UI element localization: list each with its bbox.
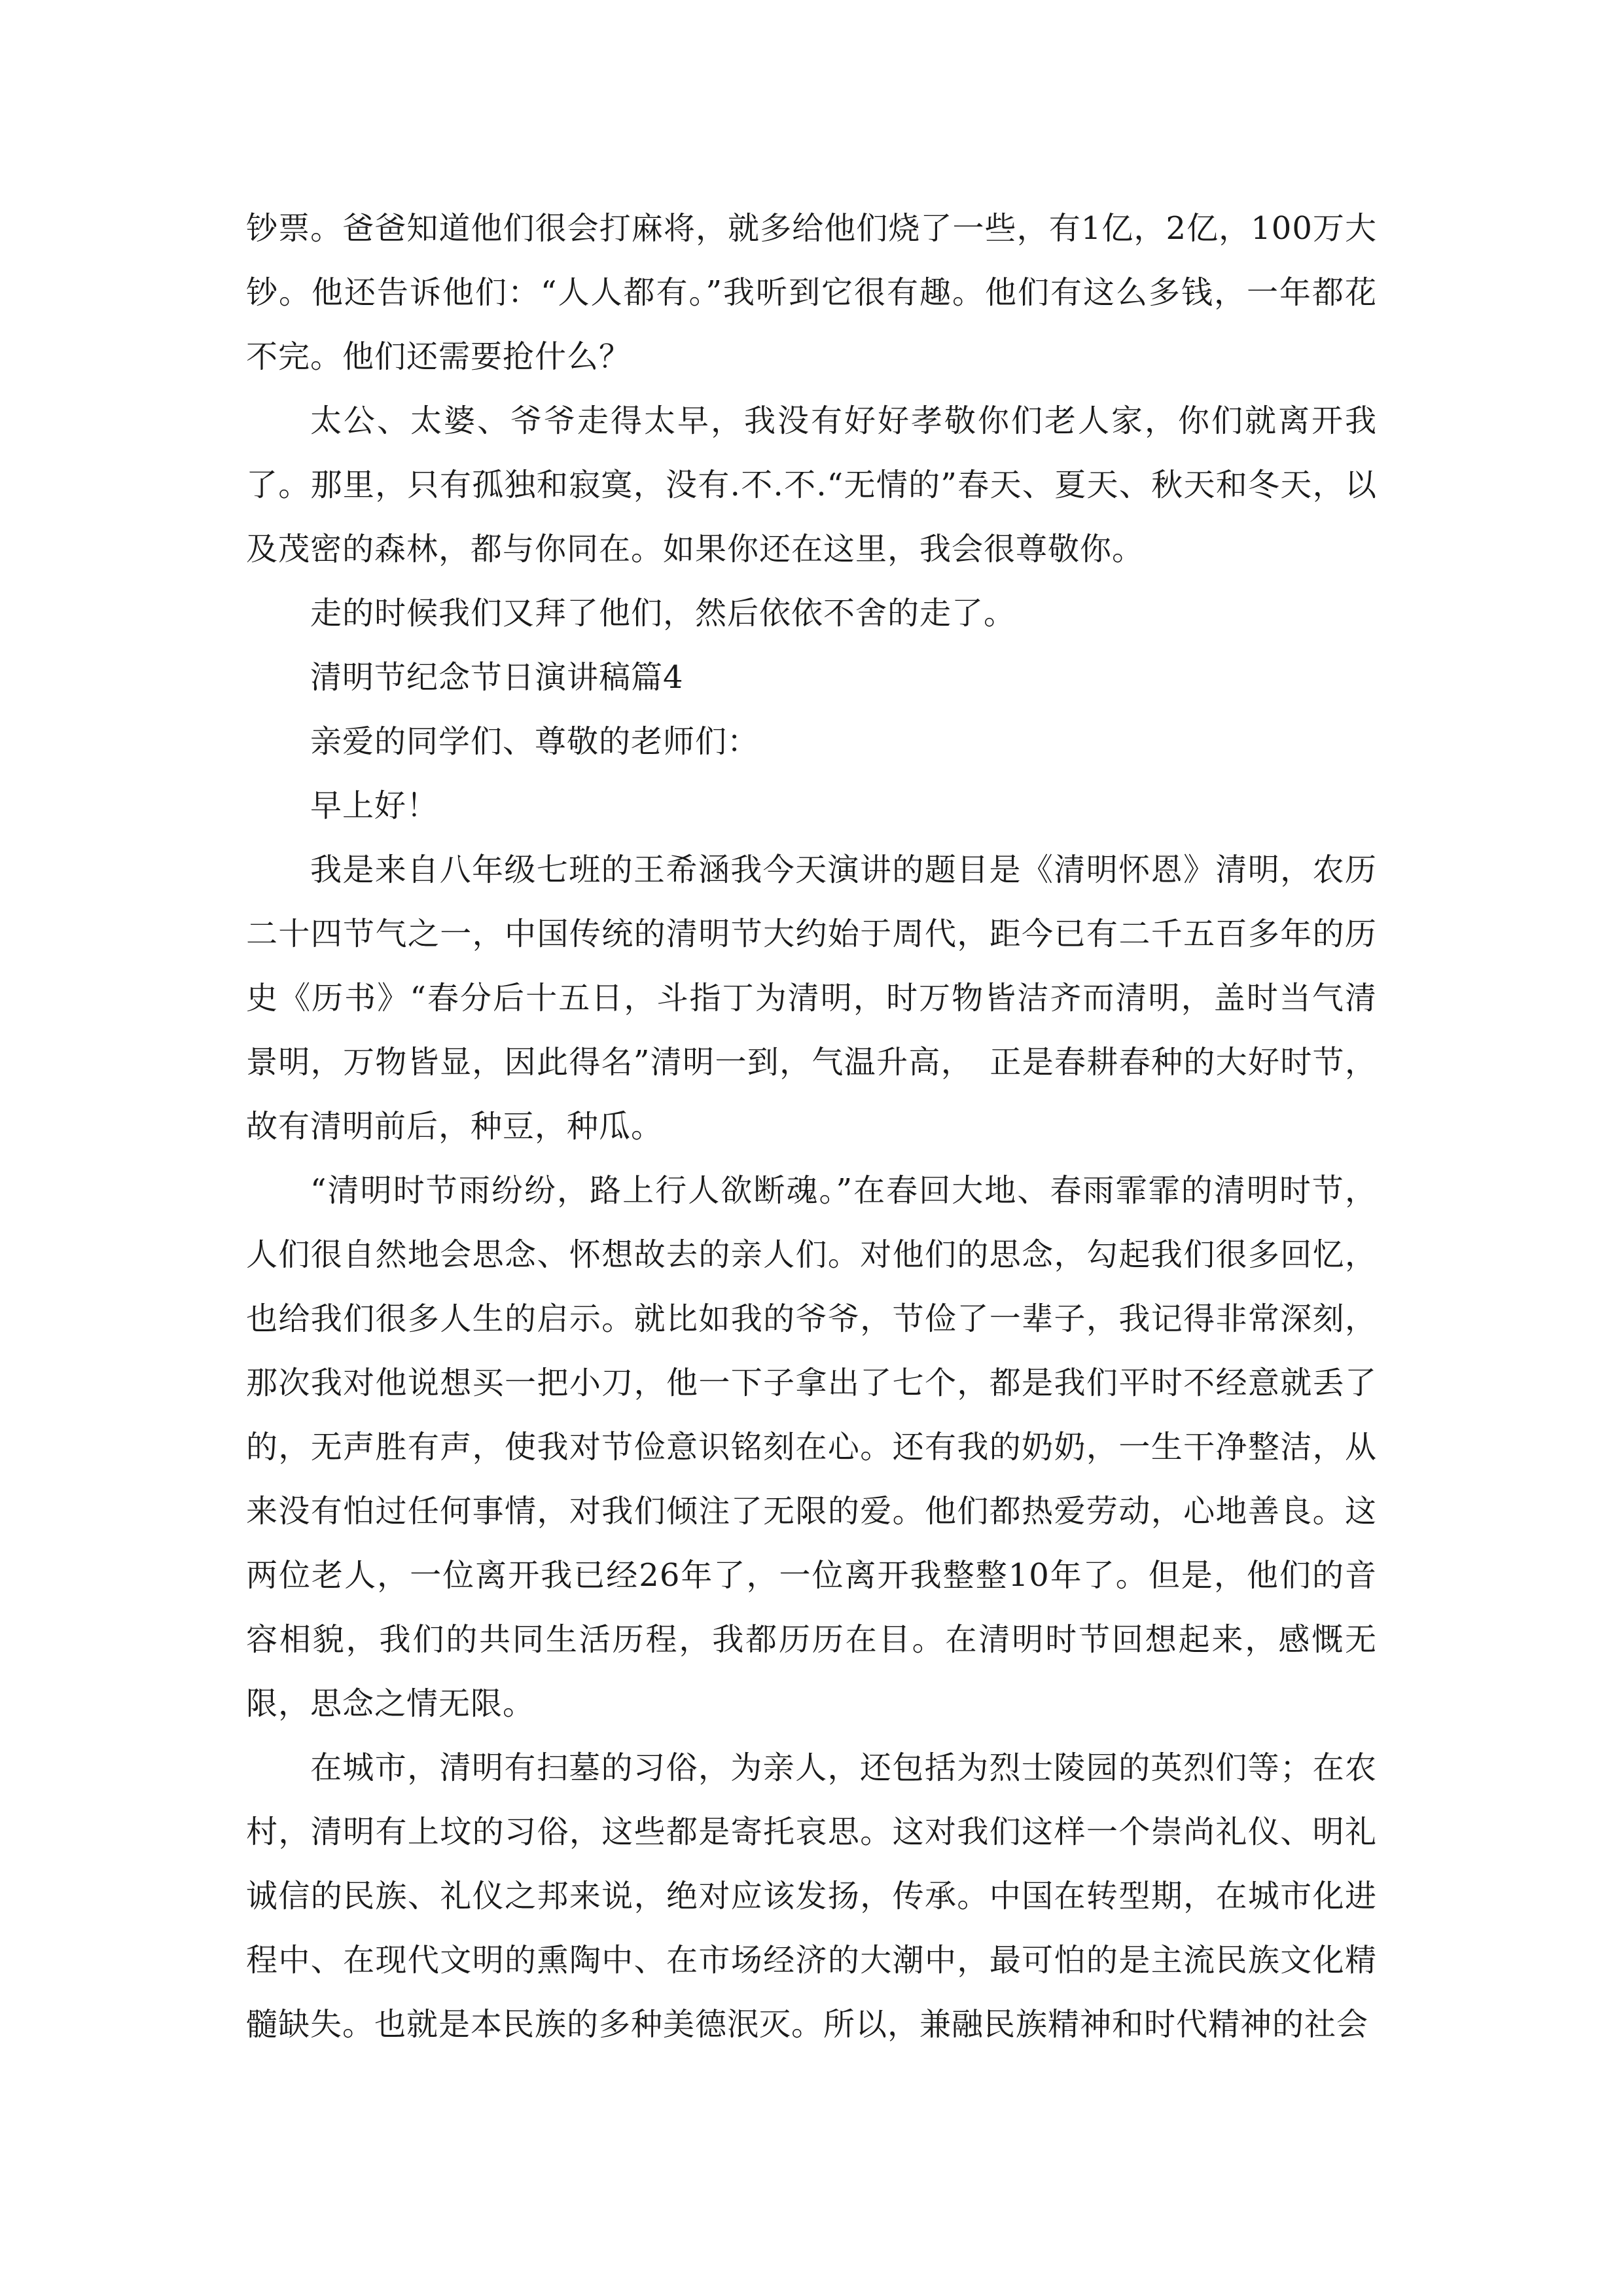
- paragraph-7: 我是来自八年级七班的王希涵我今天演讲的题目是《清明怀恩》清明，农历二十四节气之一，中国传统的清明节大约始于周代，距今已有二千五百多年的历史《历书》“春分后十五日，斗指丁为清明，时万物皆洁齐而清明，盖时当气清景明，万物皆显，因此得名”清明一到，气温升高， 正是春耕春种的大好时节，故有清明前后，种豆，种瓜。: [246, 852, 1377, 1145]
- salutation: 亲爱的同学们、尊敬的老师们：: [310, 723, 760, 760]
- paragraph-1: 钞票。爸爸知道他们很会打麻将，就多给他们烧了一些，有1亿，2亿，100万大钞。他还告诉他们：“人人都有。”我听到它很有趣。他们有这么多钱，一年都花不完。他们还需要抢什么？: [246, 210, 1377, 375]
- paragraph-8: “清明时节雨纷纷，路上行人欲断魂。”在春回大地、春雨霏霏的清明时节，人们很自然地会思念、怀想故去的亲人们。对他们的思念，勾起我们很多回忆，也给我们很多人生的启示。就比如我的爷爷，节俭了一辈子，我记得非常深刻，那次我对他说想买一把小刀，他一下子拿出了七个，都是我们平时不经意就丢了的，无声胜有声，使我对节俭意识铭刻在心。还有我的奶奶，一生干净整洁，从来没有怕过任何事情，对我们倾注了无限的爱。他们都热爱劳动，心地善良。这两位老人，一位离开我已经26年了，一位离开我整整10年了。但是，他们的音容相貌，我们的共同生活历程，我都历历在目。在清明时节回想起来，感慨无限，思念之情无限。: [246, 1172, 1377, 1722]
- document-page: [246, 196, 1377, 2056]
- paragraph-9: 在城市，清明有扫墓的习俗，为亲人，还包括为烈士陵园的英烈们等；在农村，清明有上坟的习俗，这些都是寄托哀思。这对我们这样一个崇尚礼仪、明礼诚信的民族、礼仪之邦来说，绝对应该发扬，传承。中国在转型期，在城市化进程中、在现代文明的熏陶中、在市场经济的大潮中，最可怕的是主流民族文化精髓缺失。也就是本民族的多种美德泯灭。所以，兼融民族精神和时代精神的社会: [246, 1749, 1377, 2043]
- section-heading: 清明节纪念节日演讲稿篇4: [310, 659, 684, 696]
- paragraph-2: 太公、太婆、爷爷走得太早，我没有好好孝敬你们老人家，你们就离开我了。那里，只有孤独和寂寞，没有.不.不.“无情的”春天、夏天、秋天和冬天，以及茂密的森林，都与你同在。如果你还在这里，我会很尊敬你。: [246, 403, 1377, 567]
- paragraph-3: 走的时候我们又拜了他们，然后依依不舍的走了。: [310, 595, 1016, 632]
- greeting: 早上好！: [310, 787, 439, 824]
